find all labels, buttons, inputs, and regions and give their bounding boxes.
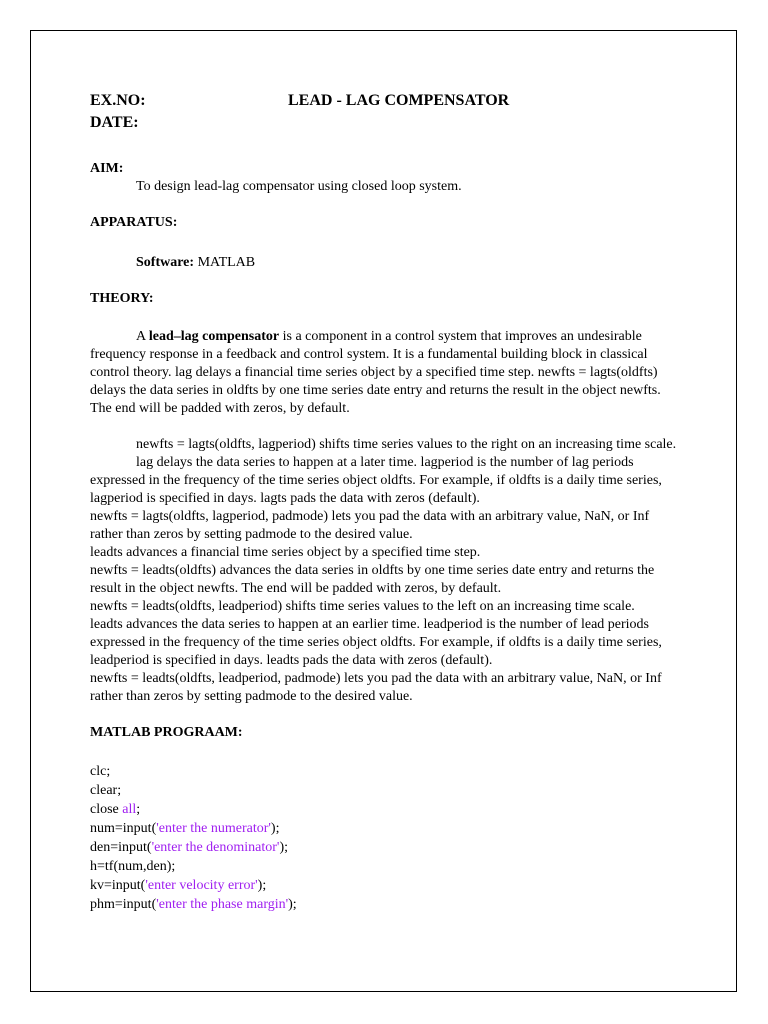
- code-line: [90, 781, 678, 800]
- code-tail: );: [270, 821, 280, 836]
- aim-text: To design lead-lag compensator using closed loop system.: [136, 179, 462, 194]
- theory-p1-prefix: A: [136, 329, 149, 344]
- code-text: h=tf(num,den);: [90, 859, 176, 874]
- code-string: 'enter velocity error': [145, 878, 258, 893]
- theory-paragraph-8: leadts advances the data series to happen at an earlier time. leadperiod is the number of lead periods expressed in the frequency of the time series object oldfts. For example, if oldfts is a daily time series, leadperiod is specified in days. leadts pads the data with zeros (default).: [90, 617, 662, 668]
- theory-p1-bold: lead–lag compensator: [148, 329, 280, 344]
- code-line: [90, 800, 678, 819]
- theory-paragraph-3: lag delays the data series to happen at a later time. lagperiod is the number of lag periods expressed in the frequency of the time series object oldfts. For example, if oldfts is a daily time series, lagperiod is specified in days. lagts pads the data with zeros (default).: [90, 455, 662, 506]
- theory-paragraph-4: newfts = lagts(oldfts, lagperiod, padmode) lets you pad the data with an arbitrary value, NaN, or Inf rather than zeros by setting padmode to the desired value.: [90, 509, 650, 542]
- code-line: [90, 895, 678, 914]
- code-tail: );: [257, 878, 267, 893]
- document-body: [90, 92, 678, 914]
- code-line: [90, 838, 678, 857]
- code-text: close: [90, 802, 123, 817]
- code-text: num=input(: [90, 821, 157, 836]
- program-heading: MATLAB PROGRAAM:: [90, 725, 243, 740]
- apparatus-heading: APPARATUS:: [90, 215, 178, 230]
- software-line: [90, 254, 678, 272]
- code-text: clear;: [90, 783, 122, 798]
- code-tail: );: [288, 897, 297, 912]
- code-text: clc;: [90, 764, 111, 779]
- theory-paragraph-5: leadts advances a financial time series object by a specified time step.: [90, 545, 481, 560]
- code-line: [90, 857, 678, 876]
- date-label: DATE:: [90, 114, 139, 131]
- theory-paragraph-9: newfts = leadts(oldfts, leadperiod, padmode) lets you pad the data with an arbitrary value, NaN, or Inf rather than zeros by setting padmode to the desired value.: [90, 671, 662, 704]
- theory-paragraph-2: newfts = lagts(oldfts, lagperiod) shifts time series values to the right on an increasing time scale.: [136, 437, 677, 452]
- theory-heading: THEORY:: [90, 291, 154, 306]
- aim-heading: AIM:: [90, 161, 124, 176]
- software-label: Software:: [136, 255, 195, 270]
- code-string: 'enter the denominator': [151, 840, 280, 855]
- code-string: 'enter the numerator': [156, 821, 271, 836]
- code-tail: ;: [136, 802, 141, 817]
- software-value: MATLAB: [194, 255, 256, 270]
- header-row: [90, 92, 678, 114]
- code-line: [90, 762, 678, 781]
- code-line: [90, 819, 678, 838]
- theory-paragraph-6: newfts = leadts(oldfts) advances the data series in oldfts by one time series date entry and returns the result in the object newfts. The end will be padded with zeros, by default.: [90, 563, 655, 596]
- theory-paragraph-7: newfts = leadts(oldfts, leadperiod) shifts time series values to the left on an increasing time scale.: [90, 599, 635, 614]
- exno-label: EX.NO:: [90, 92, 146, 109]
- code-line: [90, 876, 678, 895]
- code-block: [90, 762, 678, 914]
- code-text: den=input(: [90, 840, 152, 855]
- code-string: 'enter the phase margin': [156, 897, 289, 912]
- code-string: all: [122, 802, 137, 817]
- code-text: kv=input(: [90, 878, 146, 893]
- code-text: phm=input(: [90, 897, 157, 912]
- page-title: LEAD - LAG COMPENSATOR: [288, 92, 510, 109]
- code-tail: );: [279, 840, 289, 855]
- theory-paragraph-1: [90, 328, 678, 418]
- theory-p1-rest: is a component in a control system that improves an undesirable frequency response in a feedback and control system. It is a fundamental building block in classical control theory. lag delays a financial time series object by a specified time step. newfts = lagts(oldfts) delays the data series in oldfts by one time series date entry and returns the result in the object newfts. The end will be padded with zeros, by default.: [90, 329, 661, 416]
